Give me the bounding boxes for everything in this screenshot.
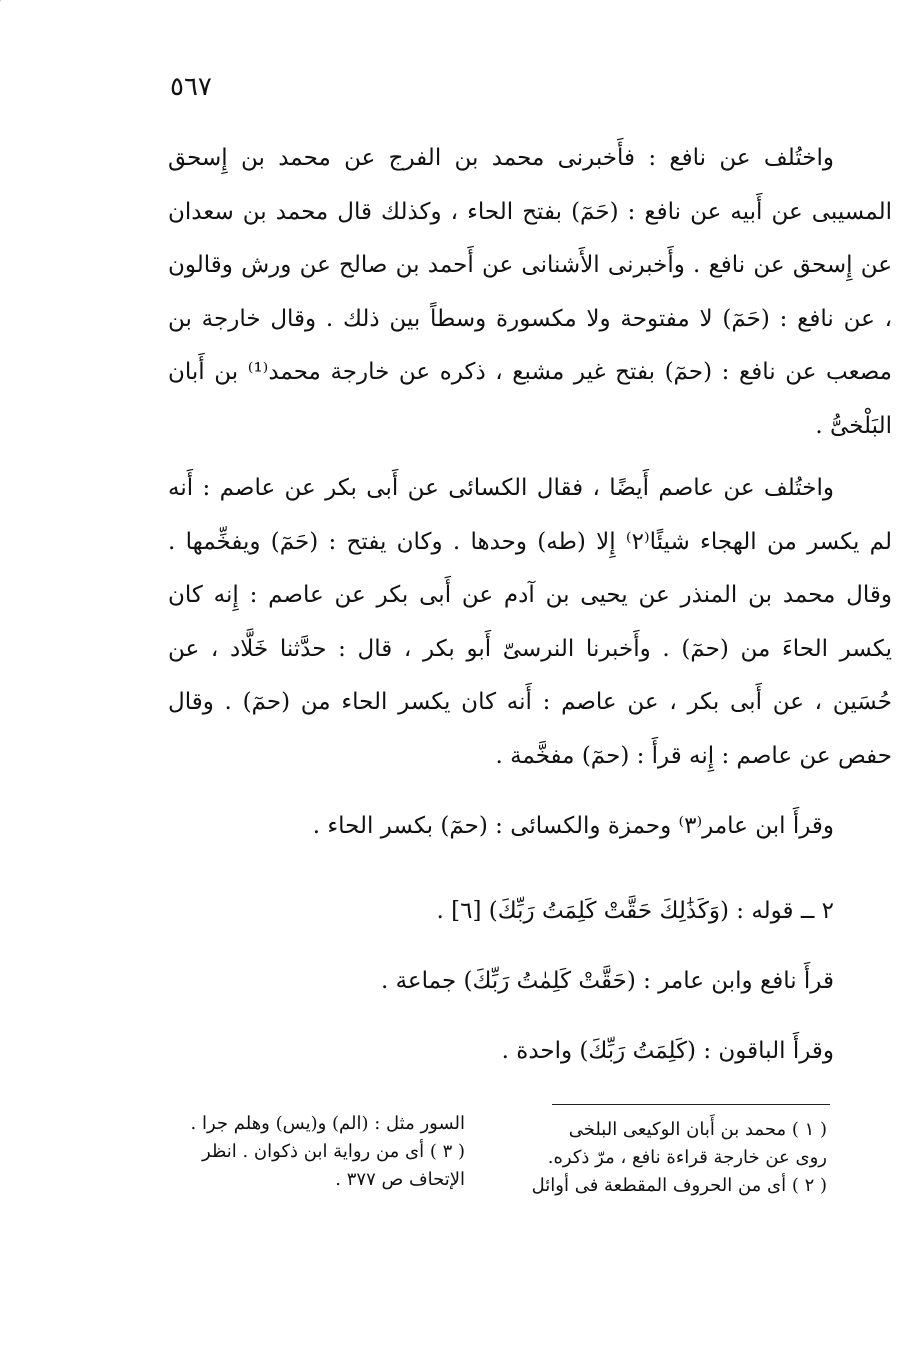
footnote-line: ( ١ ) محمد بن أَبان الوكيعى البلخى xyxy=(568,1119,827,1140)
paragraph-singular-reading: وقرأَ الباقون : (كَلِمَتُ رَبِّكَ) واحدة . xyxy=(501,1038,834,1064)
footnote-line: ( ٢ ) أى من الحروف المقطعة فى أوائل xyxy=(531,1175,827,1196)
paragraph-ibn-amir-reading: وقرأَ ابن عامر⁽٣⁾ وحمزة والكسائى : (حمٓ) بكسر الحاء . xyxy=(312,813,834,839)
verse-heading-2: ٢ ــ قوله : (وَكَذَٰلِكَ حَقَّتْ كَلِمَتُ رَبِّكَ) [٦] . xyxy=(436,898,834,924)
footnote-line: روى عن خارجة قراءة نافع ، مرّ ذكره. xyxy=(547,1147,827,1168)
paragraph-plural-reading: قرأَ نافع وابن عامر : (حَقَّتْ كَلِمٰتُ رَبِّكَ) جماعة . xyxy=(380,968,834,994)
footnotes-right-column xyxy=(455,1116,827,1200)
page-number: ٥٦٧ xyxy=(170,72,212,102)
footnote-line: ( ٣ ) أى من رواية ابن ذكوان . انظر xyxy=(202,1141,465,1162)
scan-corner-mark xyxy=(0,0,17,28)
footnote-divider xyxy=(552,1104,830,1105)
footnote-line: الإتحاف ص ٣٧٧ . xyxy=(335,1169,465,1190)
paragraph-asim-variants: واختُلف عن عاصم أَيضًا ، فقال الكسائى عن أَبى بكر عن عاصم : أَنه لم يكسر من الهجاء شيئًا⁽٢⁾ إِلا (طه) وحدها . وكان يفتح : (حَمٓ) ويفخِّمها . وقال محمد بن المنذر عن يحيى بن آدم عن أَبى بكر عن عاصم : إِنه كان يكسر الحاءَ من (حمٓ) . وأَخبرنا النرسىّ أَبو بكر ، قال : حدَّثنا خَلَّاد ، عن حُسَين ، عن أَبى بكر ، عن عاصم : أَنه كان يكسر الحاء من (حمٓ) . وقال حفص عن عاصم : إِنه قرأَ : (حمٓ) مفخَّمة . xyxy=(168,475,892,769)
footnote-line: السور مثل : (الم) و(يس) وهلم جرا . xyxy=(190,1113,465,1134)
footnotes-left-column xyxy=(165,1110,465,1194)
paragraph-nafi-variants: واختُلف عن نافع : فأَخبرنى محمد بن الفرج عن محمد بن إِسحق المسيبى عن أَبيه عن نافع : (حَمٓ) بفتح الحاء ، وكذلك قال محمد بن سعدان عن إِسحق عن نافع . وأَخبرنى الأَشنانى عن أَحمد بن صالح عن ورش وقالون ، عن نافع : (حَمٓ) لا مفتوحة ولا مكسورة وسطاً بين ذلك . وقال خارجة بن مصعب عن نافع : (حمٓ) بفتح غير مشبع ، ذكره عن خارجة محمد⁽¹⁾ بن أَبان البَلْخىُّ . xyxy=(168,145,892,439)
